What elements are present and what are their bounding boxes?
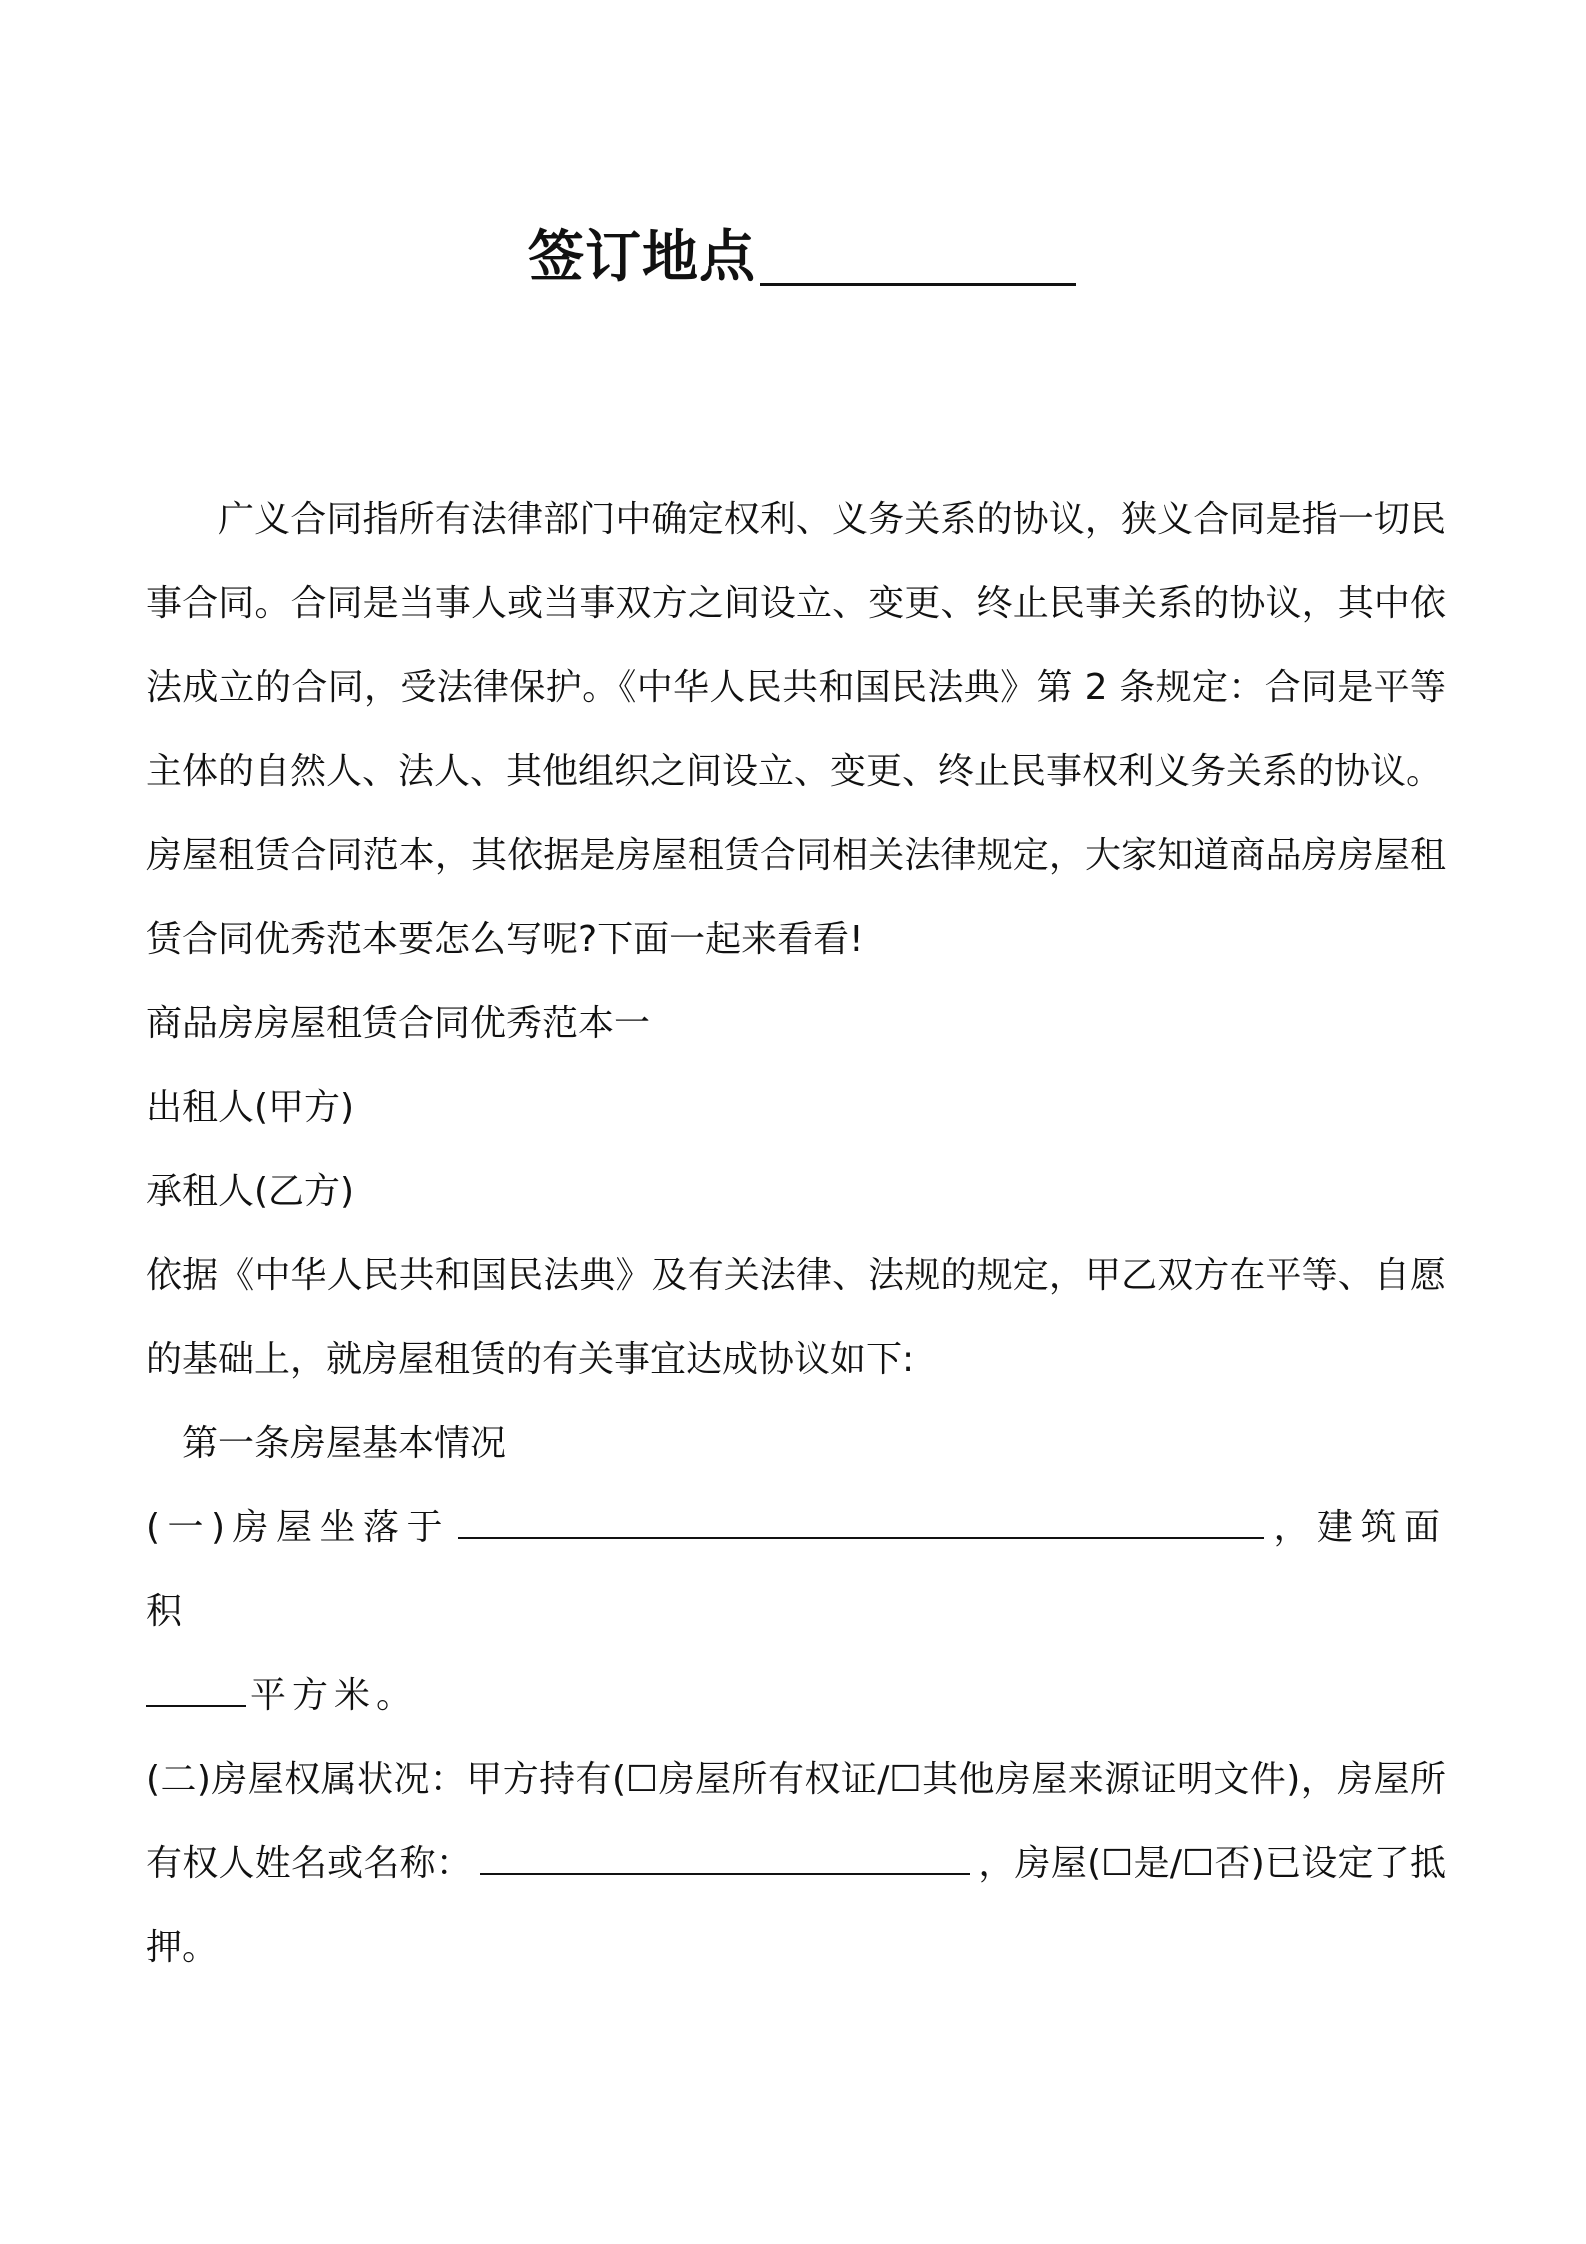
paragraph-sample-heading: 商品房房屋租赁合同优秀范本一 [146, 1003, 651, 1044]
house-location-label: (一)房屋坐落于 [146, 1507, 451, 1548]
paragraph-contract-definition: 广义合同指所有法律部门中确定权利、义务关系的协议，狭义合同是指一切民事合同。合同是当事人或当事双方之间设立、变更、终止民事关系的协议，其中依法成立的合同，受法律保护。《中华人民共和国民法典》第 2 条规定：合同是平等主体的自然人、法人、其他组织之间设立、变更、终止民事权利义务关系的协议。 [146, 499, 1446, 792]
ownership-status-label: (二)房屋权属状况：甲方持有(☐房屋所有权证/☐其他房屋来源证明文件)，房屋所有权人姓名或名称： [146, 1759, 1446, 1884]
mortgage-status-label: ，房屋(☐是/☐否)已设定了抵押。 [146, 1843, 1446, 1968]
document-title [528, 218, 1076, 298]
document-body [146, 478, 1446, 1990]
paragraph-house-location [146, 1486, 1446, 1738]
building-area-label: ，建筑面积 [146, 1507, 1446, 1632]
square-meter-label: 平方米。 [250, 1675, 419, 1716]
paragraph-legal-basis: 依据《中华人民共和国民法典》及有关法律、法规的规定，甲乙双方在平等、自愿的基础上，就房屋租赁的有关事宜达成协议如下: [146, 1255, 1446, 1380]
title-label: 签订地点 [528, 225, 756, 290]
paragraph-ownership-status [146, 1738, 1446, 1990]
title-blank-line [760, 283, 1076, 286]
paragraph-intro: 房屋租赁合同范本，其依据是房屋租赁合同相关法律规定，大家知道商品房房屋租赁合同优秀范本要怎么写呢?下面一起来看看! [146, 835, 1446, 960]
article-one-heading: 第一条房屋基本情况 [182, 1423, 507, 1464]
house-location-blank [458, 1501, 1264, 1539]
paragraph-lessor: 出租人(甲方) [146, 1087, 355, 1128]
paragraph-lessee: 承租人(乙方) [146, 1171, 355, 1212]
owner-name-blank [480, 1837, 970, 1875]
building-area-blank [146, 1669, 246, 1707]
